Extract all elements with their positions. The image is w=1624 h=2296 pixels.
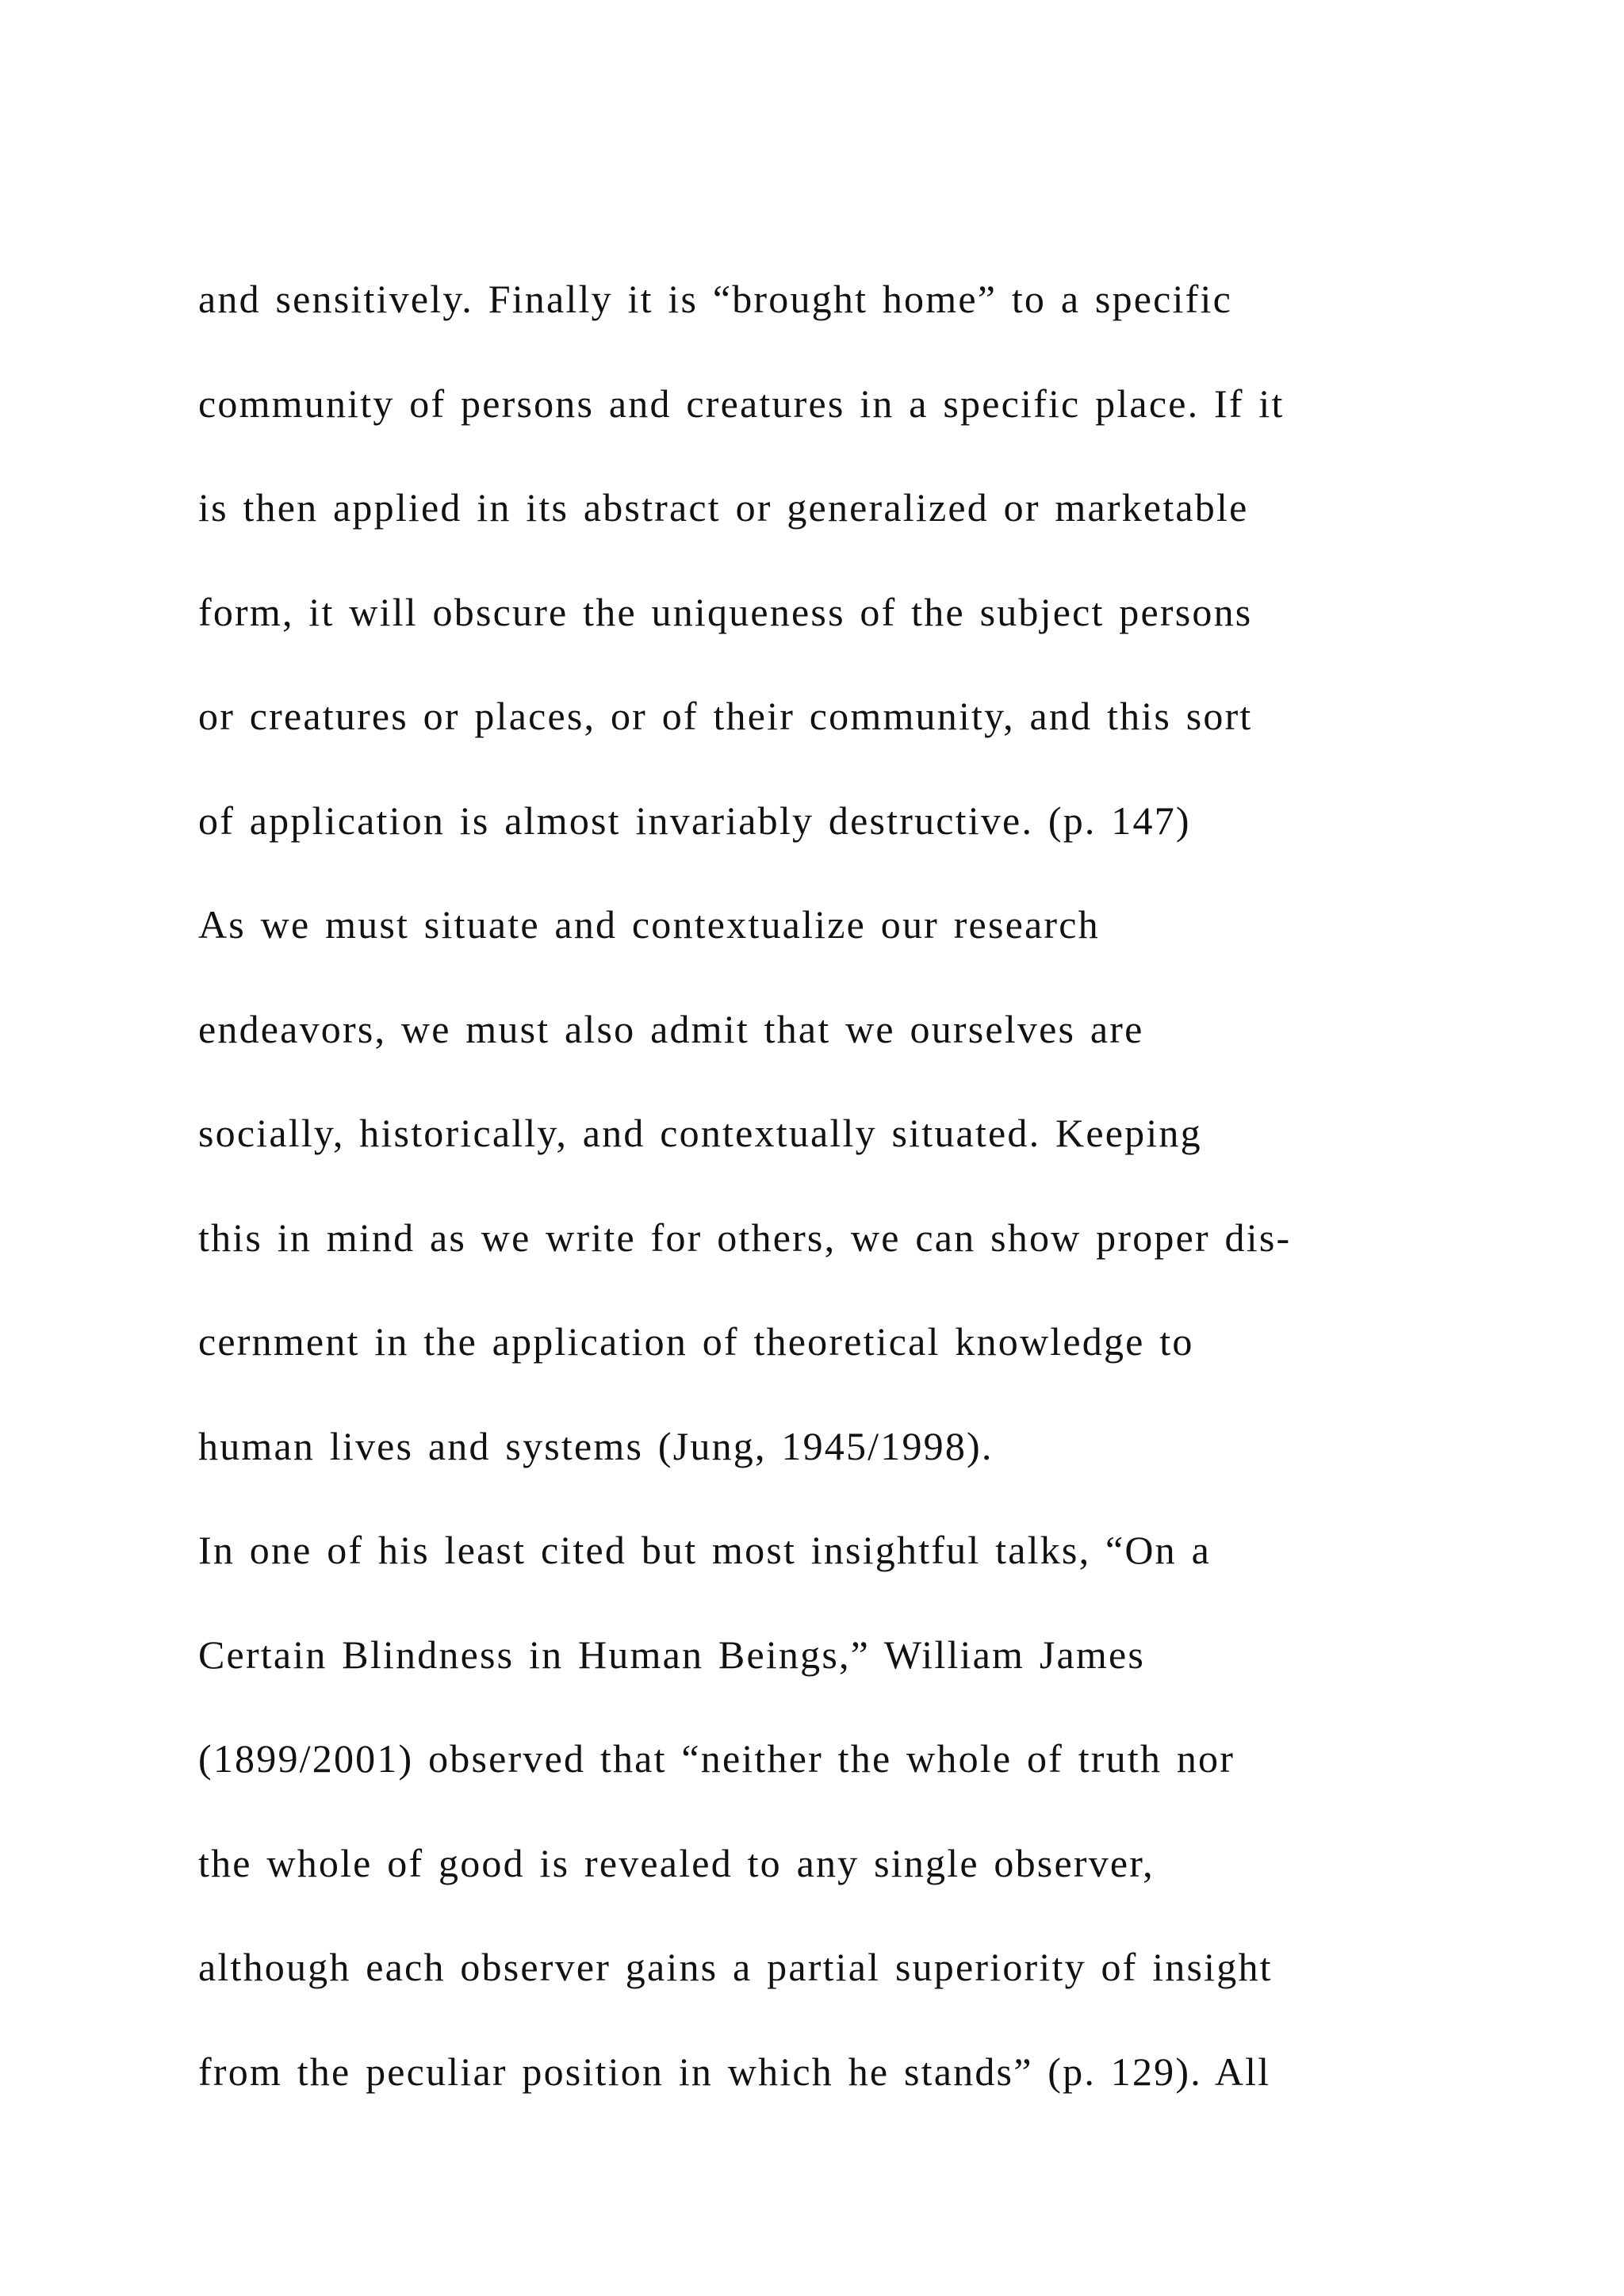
body-text	[198, 247, 1435, 2124]
text-line: (1899/2001) observed that “neither the whole of truth nor	[198, 1736, 1235, 1781]
text-line: the whole of good is revealed to any single observer,	[198, 1840, 1155, 1885]
text-line: In one of his least cited but most insightful talks, “On a	[198, 1528, 1211, 1572]
text-line: although each observer gains a partial superiority of insight	[198, 1945, 1273, 1989]
text-line: form, it will obscure the uniqueness of the subject persons	[198, 589, 1253, 634]
text-line: community of persons and creatures in a specific place. If it	[198, 381, 1285, 426]
text-line: from the peculiar position in which he stands” (p. 129). All	[198, 2049, 1271, 2094]
text-line: human lives and systems (Jung, 1945/1998).	[198, 1423, 994, 1468]
text-line: or creatures or places, or of their community, and this sort	[198, 694, 1253, 738]
text-line: of application is almost invariably destructive. (p. 147)	[198, 798, 1191, 843]
text-line: endeavors, we must also admit that we ourselves are	[198, 1006, 1144, 1051]
text-line: Certain Blindness in Human Beings,” William James	[198, 1632, 1146, 1677]
text-line: and sensitively. Finally it is “brought home” to a specific	[198, 277, 1232, 321]
text-line: As we must situate and contextualize our research	[198, 902, 1100, 947]
text-line: cernment in the application of theoretical knowledge to	[198, 1319, 1194, 1364]
text-line: socially, historically, and contextually situated. Keeping	[198, 1111, 1202, 1155]
text-line: is then applied in its abstract or generalized or marketable	[198, 485, 1249, 530]
text-line: this in mind as we write for others, we can show proper dis-	[198, 1215, 1292, 1260]
